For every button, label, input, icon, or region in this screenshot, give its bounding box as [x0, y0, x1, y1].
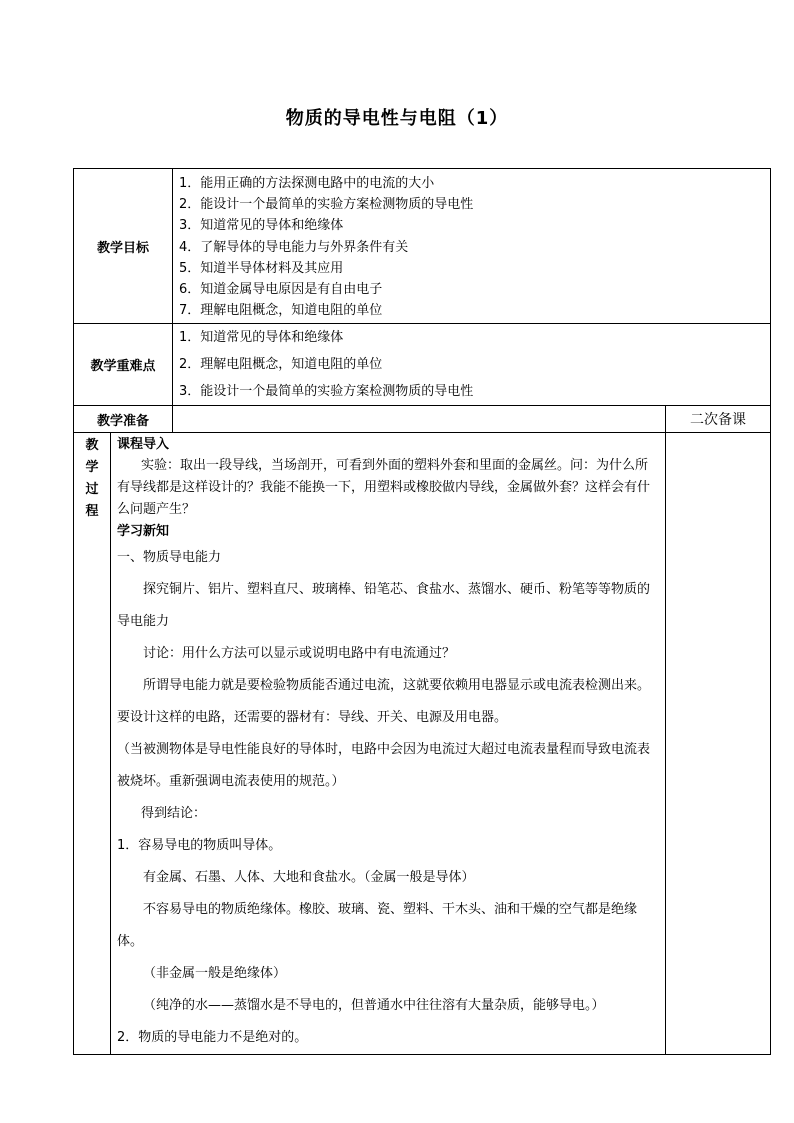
process-label-char: 学 [85, 460, 99, 476]
key-points-row [74, 324, 771, 406]
prep-label: 教学准备 [74, 406, 173, 433]
paragraph: 2．物质的导电能力不是绝对的。 [117, 1030, 308, 1046]
goal-item: 2．能设计一个最简单的实验方案检测物质的导电性 [179, 197, 474, 213]
paragraph: （当被测物体是导电性能良好的导体时，电路中会因为电流过大超过电流表量程而导致电流表被烧坏。重新强调电流表使用的规范。） [117, 742, 651, 790]
paragraph: 探究铜片、铝片、塑料直尺、玻璃棒、铅笔芯、食盐水、蒸馏水、硬币、粉笔等等物质的导电能力 [117, 582, 651, 630]
section-heading: 一、物质导电能力 [117, 550, 222, 566]
second-lesson-label: 二次备课 [666, 406, 771, 433]
goal-item: 4．了解导体的导电能力与外界条件有关 [179, 239, 409, 255]
process-label-char: 过 [85, 482, 99, 498]
paragraph: 1．容易导电的物质叫导体。 [117, 838, 282, 854]
goal-item: 3．知道常见的导体和绝缘体 [179, 218, 344, 234]
key-point-item: 1．知道常见的导体和绝缘体 [179, 330, 344, 346]
new-knowledge-heading: 学习新知 [117, 524, 170, 540]
paragraph: 讨论：用什么方法可以显示或说明电路中有电流通过？ [143, 646, 456, 662]
paragraph: （纯净的水——蒸馏水是不导电的，但普通水中往往溶有大量杂质，能够导电。） [143, 998, 605, 1014]
goal-item: 7．理解电阻概念，知道电阻的单位 [179, 303, 383, 319]
prep-value [173, 406, 666, 433]
paragraph: 不容易导电的物质绝缘体。橡胶、玻璃、瓷、塑料、干木头、油和干燥的空气都是绝缘体。 [117, 902, 638, 950]
lesson-plan-table [73, 168, 771, 1055]
goal-item: 5．知道半导体材料及其应用 [179, 260, 344, 276]
paragraph: 所谓导电能力就是要检验物质能否通过电流，这就要依赖用电器显示或电流表检测出来。要设计这样的电路，还需要的器材有：导线、开关、电源及用电器。 [117, 678, 651, 726]
page-title: 物质的导电性与电阻（1） [285, 108, 509, 129]
key-points-list [173, 324, 771, 406]
paragraph: 有金属、石墨、人体、大地和食盐水。（金属一般是导体） [143, 870, 475, 886]
process-content [111, 433, 666, 1055]
goals-row [74, 169, 771, 324]
key-point-item: 2．理解电阻概念，知道电阻的单位 [179, 357, 383, 373]
paragraph: （非金属一般是绝缘体） [143, 966, 287, 982]
intro-heading: 课程导入 [117, 437, 170, 453]
goal-item: 1．能用正确的方法探测电路中的电流的大小 [179, 176, 435, 191]
prep-row [74, 406, 771, 433]
process-row [74, 433, 771, 1055]
intro-text: 实验：取出一段导线，当场剖开，可看到外面的塑料外套和里面的金属丝。问：为什么所有导线都是这样设计的？我能不能换一下，用塑料或橡胶做内导线，金属做外套？这样会有什么问题产生？ [117, 458, 651, 518]
process-label [74, 433, 111, 1055]
goals-label: 教学目标 [74, 169, 173, 324]
process-label-char: 程 [85, 504, 99, 520]
process-label-char: 教 [85, 438, 99, 454]
goals-list [173, 169, 771, 324]
paragraph: 得到结论： [141, 806, 207, 822]
second-lesson-notes [666, 433, 771, 1055]
key-point-item: 3．能设计一个最简单的实验方案检测物质的导电性 [179, 384, 474, 400]
goal-item: 6．知道金属导电原因是有自由电子 [179, 281, 383, 297]
key-points-label: 教学重难点 [74, 324, 173, 406]
